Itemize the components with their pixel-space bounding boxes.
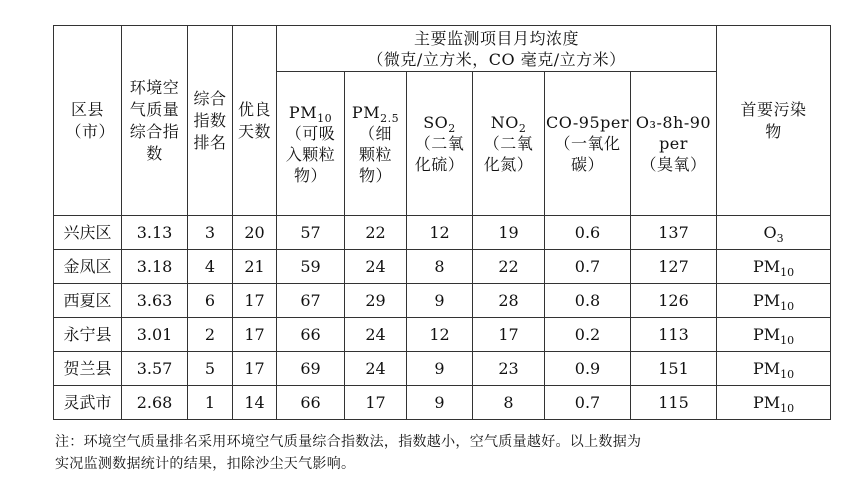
table-row: [54, 318, 831, 352]
air-quality-table: [53, 25, 831, 420]
cell-pm25: 29: [345, 284, 407, 318]
cell-days: 17: [233, 352, 277, 386]
cell-so2: 8: [407, 250, 473, 284]
cell-so2: 9: [407, 352, 473, 386]
cell-pm25: 24: [345, 352, 407, 386]
cell-district: 贺兰县: [54, 352, 122, 386]
cell-pm25: 17: [345, 386, 407, 420]
cell-pm25: 24: [345, 250, 407, 284]
cell-no2: 23: [473, 352, 545, 386]
cell-primary: $O_3$: [717, 216, 831, 250]
cell-co: 0.8: [545, 284, 631, 318]
cell-rank: 6: [188, 284, 233, 318]
cell-co: 0.6: [545, 216, 631, 250]
cell-rank: 2: [188, 318, 233, 352]
cell-pm10: 57: [277, 216, 345, 250]
cell-no2: 22: [473, 250, 545, 284]
table-row: [54, 250, 831, 284]
cell-days: 20: [233, 216, 277, 250]
cell-days: 17: [233, 284, 277, 318]
header-rank: 综合指数排名: [188, 26, 233, 216]
header-so2: $SO_2$ （二氧化硫）: [407, 72, 473, 216]
header-pm25: $PM_{2.5}$ （细颗粒物）: [345, 72, 407, 216]
cell-pm25: 24: [345, 318, 407, 352]
header-monitoring-group: [277, 26, 717, 72]
cell-district: 灵武市: [54, 386, 122, 420]
cell-no2: 8: [473, 386, 545, 420]
cell-primary: $PM_{10}$: [717, 284, 831, 318]
cell-pm10: 66: [277, 386, 345, 420]
cell-no2: 28: [473, 284, 545, 318]
cell-o3: 126: [631, 284, 717, 318]
cell-rank: 1: [188, 386, 233, 420]
cell-index: 3.13: [122, 216, 188, 250]
cell-co: 0.2: [545, 318, 631, 352]
cell-o3: 115: [631, 386, 717, 420]
header-monitoring-unit: （微克/立方米，CO 毫克/立方米）: [367, 49, 626, 69]
header-district: 区县（市）: [54, 26, 122, 216]
cell-pm25: 22: [345, 216, 407, 250]
cell-days: 17: [233, 318, 277, 352]
cell-so2: 12: [407, 318, 473, 352]
cell-primary: $PM_{10}$: [717, 352, 831, 386]
header-o3: O₃-8h-90 per （臭氧）: [631, 72, 717, 216]
cell-rank: 3: [188, 216, 233, 250]
cell-primary: $PM_{10}$: [717, 318, 831, 352]
cell-pm10: 69: [277, 352, 345, 386]
cell-index: 3.63: [122, 284, 188, 318]
cell-so2: 9: [407, 284, 473, 318]
cell-district: 西夏区: [54, 284, 122, 318]
cell-o3: 113: [631, 318, 717, 352]
cell-days: 14: [233, 386, 277, 420]
header-aqi-index: 环境空气质量综合指数: [122, 26, 188, 216]
header-good-days: 优良天数: [233, 26, 277, 216]
cell-district: 金凤区: [54, 250, 122, 284]
cell-no2: 19: [473, 216, 545, 250]
header-primary-pollutant: 首要污染物: [717, 26, 831, 216]
table-row: [54, 216, 831, 250]
cell-primary: $PM_{10}$: [717, 386, 831, 420]
cell-so2: 12: [407, 216, 473, 250]
cell-pm10: 66: [277, 318, 345, 352]
cell-rank: 4: [188, 250, 233, 284]
header-monitoring-title: 主要监测项目月均浓度: [414, 28, 580, 48]
footnote-line-2: 实况监测数据统计的结果，扣除沙尘天气影响。: [55, 456, 356, 472]
cell-o3: 127: [631, 250, 717, 284]
cell-days: 21: [233, 250, 277, 284]
header-co: CO-95per （一氧化碳）: [545, 72, 631, 216]
cell-index: 2.68: [122, 386, 188, 420]
cell-primary: $PM_{10}$: [717, 250, 831, 284]
cell-o3: 137: [631, 216, 717, 250]
cell-co: 0.9: [545, 352, 631, 386]
cell-co: 0.7: [545, 386, 631, 420]
header-no2: $NO_2$ （二氧化氮）: [473, 72, 545, 216]
cell-index: 3.18: [122, 250, 188, 284]
cell-district: 兴庆区: [54, 216, 122, 250]
cell-rank: 5: [188, 352, 233, 386]
table-row: [54, 284, 831, 318]
header-pm10: $PM_{10}$ （可吸入颗粒物）: [277, 72, 345, 216]
footnote-line-1: 注：环境空气质量排名采用环境空气质量综合指数法，指数越小，空气质量越好。以上数据为: [55, 434, 642, 450]
cell-index: 3.01: [122, 318, 188, 352]
cell-no2: 17: [473, 318, 545, 352]
cell-pm10: 67: [277, 284, 345, 318]
cell-co: 0.7: [545, 250, 631, 284]
table-row: [54, 352, 831, 386]
cell-o3: 151: [631, 352, 717, 386]
cell-district: 永宁县: [54, 318, 122, 352]
cell-index: 3.57: [122, 352, 188, 386]
cell-so2: 9: [407, 386, 473, 420]
table-row: [54, 386, 831, 420]
cell-pm10: 59: [277, 250, 345, 284]
table-footnote: [55, 431, 815, 475]
